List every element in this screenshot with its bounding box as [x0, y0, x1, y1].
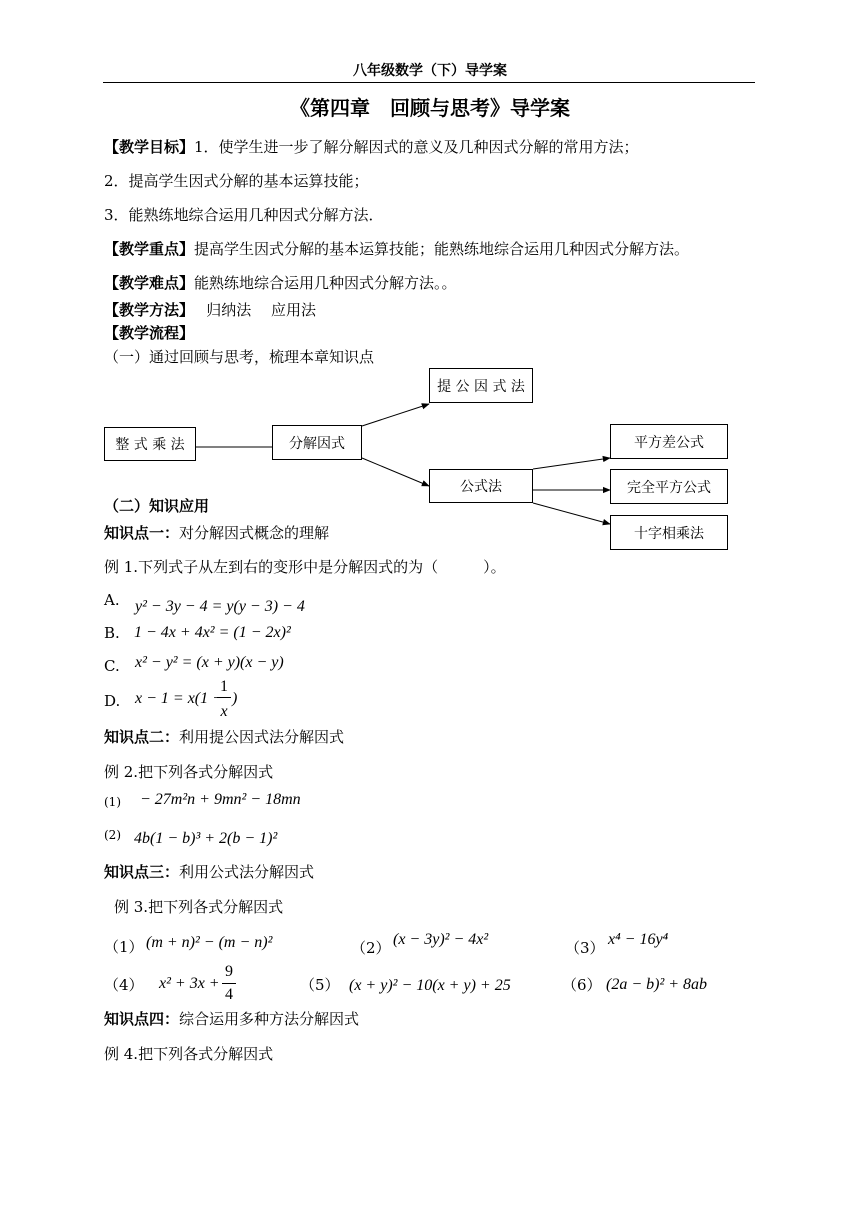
node-common-factor-method: 提 公 因 式 法 [429, 368, 533, 403]
ex1-option-d-fraction-bar [217, 697, 231, 698]
ex1-option-a: y² − 3y − 4 = y(y − 3) − 4 [135, 598, 305, 615]
ex2-stem: 例 2.把下列各式分解因式 [104, 763, 274, 781]
ex3-q6-label: （6） [562, 976, 602, 994]
ex2-q1: − 27m²n + 9mn² − 18mn [140, 791, 301, 808]
header-rule [103, 82, 755, 83]
goals-line [104, 136, 639, 157]
method-line [104, 299, 316, 320]
section1-title: （一）通过回顾与思考，梳理本章知识点 [104, 348, 375, 366]
ex3-q1-label: （1） [104, 938, 144, 956]
ex3-q1: (m + n)² − (m − n)² [146, 934, 273, 951]
focus-text: 提高学生因式分解的基本运算技能；能熟练地综合运用几种因式分解方法。 [194, 240, 690, 258]
goals-item-3: 3．能熟练地综合运用几种因式分解方法． [104, 206, 384, 224]
ex3-q2-label: （2） [351, 939, 391, 957]
kp3-line [104, 861, 314, 882]
ex1-option-b: 1 − 4x + 4x² = (1 − 2x)² [134, 624, 291, 641]
ex1-stem: 例 1.下列式子从左到右的变形中是分解因式的为（ ）。 [104, 558, 506, 576]
ex1-option-c: x² − y² = (x + y)(x − y) [135, 654, 284, 671]
node-difference-of-squares: 平方差公式 [610, 424, 728, 459]
node-polynomial-multiplication: 整 式 乘 法 [104, 427, 196, 461]
node-formula-method: 公式法 [429, 469, 533, 503]
ex1-option-d-label: D. [104, 692, 121, 710]
kp2-line [104, 726, 344, 747]
kp4-label: 知识点四： [104, 1010, 180, 1028]
ex3-q5: (x + y)² − 10(x + y) + 25 [349, 977, 511, 994]
arrow-formula-to-cross [533, 503, 610, 524]
process-label: 【教学流程】 [104, 324, 195, 342]
goals-label: 【教学目标】 [104, 138, 195, 156]
kp4-text: 综合运用多种方法分解因式 [179, 1010, 360, 1028]
ex3-q4-label: （4） [104, 976, 144, 994]
arrow-factor-to-common [362, 404, 429, 426]
ex3-q2: (x − 3y)² − 4x² [393, 931, 489, 948]
ex1-option-d-numerator: 1 [220, 678, 228, 695]
kp1-text: 对分解因式概念的理解 [179, 524, 330, 542]
ex2-q1-label: (1) [104, 795, 121, 809]
method-text: 归纳法 应用法 [186, 301, 317, 319]
ex2-q2: 4b(1 − b)³ + 2(b − 1)² [134, 830, 278, 847]
kp2-label: 知识点二： [104, 728, 180, 746]
node-factorization: 分解因式 [272, 425, 362, 460]
ex3-q4-numerator: 9 [225, 963, 233, 980]
ex1-option-d-rparen: ) [232, 690, 238, 707]
ex3-q4-lhs: x² + 3x + [159, 975, 220, 992]
page-title: 《第四章 回顾与思考》导学案 [290, 96, 570, 120]
page-header: 八年级数学（下）导学案 [353, 63, 507, 79]
kp4-line [104, 1008, 359, 1029]
ex3-q6: (2a − b)² + 8ab [606, 976, 708, 993]
kp1-label: 知识点一： [104, 524, 180, 542]
kp1-line [104, 522, 329, 543]
difficulty-line [104, 272, 457, 293]
ex3-q3-label: （3） [565, 939, 605, 957]
goals-item-2: 2．提高学生因式分解的基本运算技能； [104, 172, 369, 190]
difficulty-label: 【教学难点】 [104, 274, 195, 292]
node-cross-multiplication: 十字相乘法 [610, 515, 728, 550]
ex3-q5-label: （5） [300, 976, 340, 994]
section2-title: （二）知识应用 [104, 497, 210, 515]
ex3-stem: 例 3.把下列各式分解因式 [114, 898, 284, 916]
difficulty-text: 能熟练地综合运用几种因式分解方法。。 [194, 274, 457, 292]
focus-line [104, 238, 689, 259]
kp3-label: 知识点三： [104, 863, 180, 881]
focus-label: 【教学重点】 [104, 240, 195, 258]
ex1-option-b-label: B. [104, 624, 120, 642]
ex3-q3: x⁴ − 16y⁴ [608, 931, 669, 948]
arrow-factor-to-formula [362, 458, 429, 486]
ex2-q2-label: (2) [104, 828, 121, 842]
arrow-formula-to-diff-sq [533, 458, 610, 469]
ex4-stem: 例 4.把下列各式分解因式 [104, 1045, 274, 1063]
kp2-text: 利用提公因式法分解因式 [179, 728, 345, 746]
ex3-q4-fraction-bar [222, 983, 236, 984]
kp3-text: 利用公式法分解因式 [179, 863, 315, 881]
ex1-option-a-label: A. [104, 591, 120, 609]
ex1-option-d-denominator: x [220, 703, 228, 720]
goals-item-1: 1．使学生进一步了解分解因式的意义及几种因式分解的常用方法； [194, 138, 639, 156]
ex1-option-c-label: C. [104, 657, 120, 675]
ex3-q4-denominator: 4 [225, 986, 233, 1003]
ex1-option-d-lhs: x − 1 = x(1 − [135, 690, 223, 707]
method-label: 【教学方法】 [104, 301, 187, 319]
node-perfect-square: 完全平方公式 [610, 469, 728, 504]
